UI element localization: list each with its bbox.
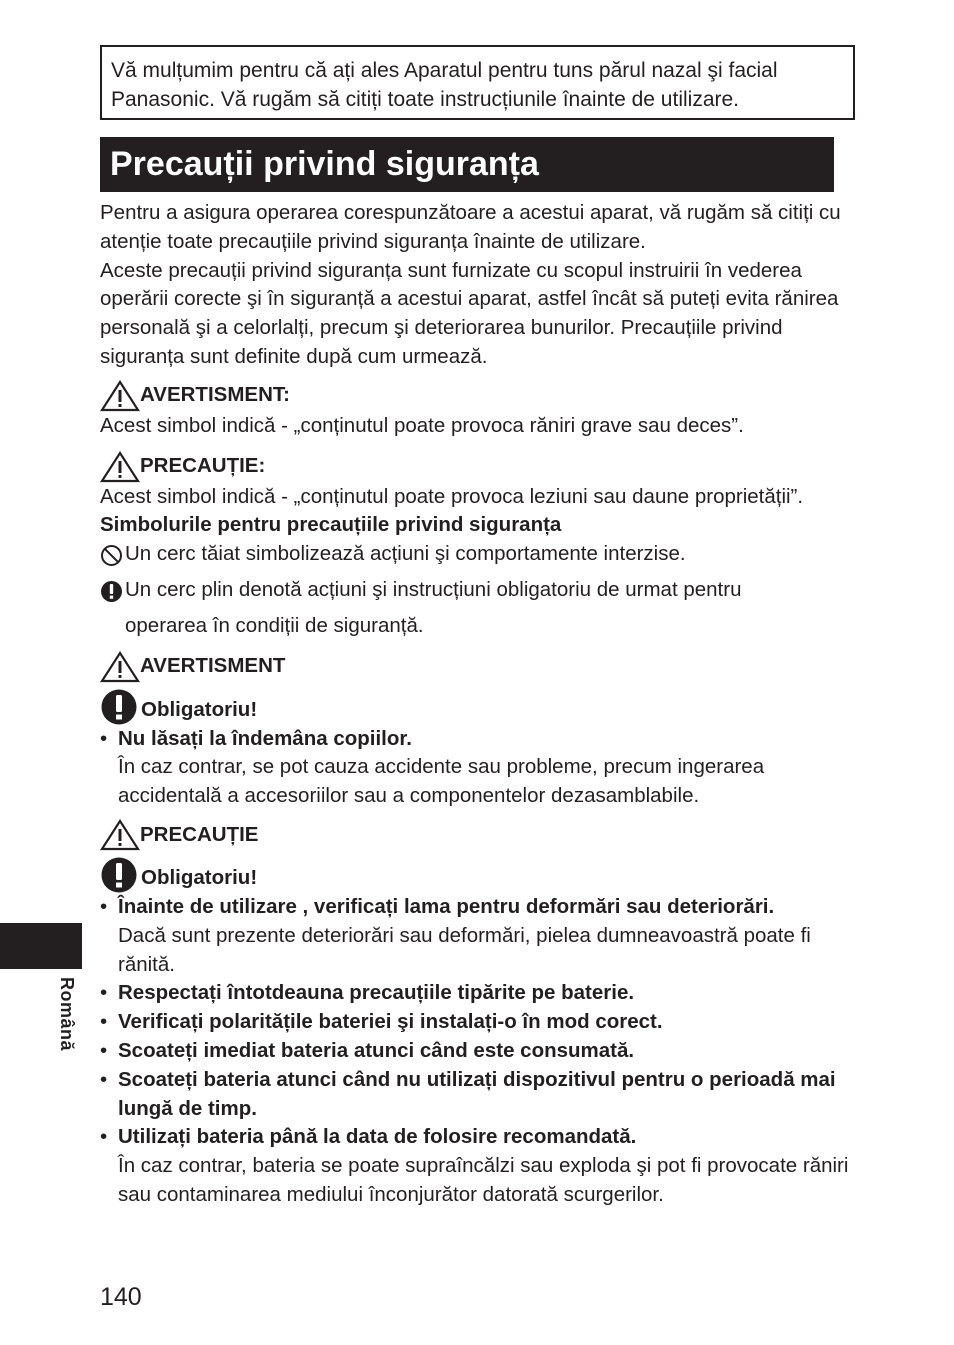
caution-item-title: Scoateți imediat bateria atunci când este consumată. [118,1038,635,1062]
caution-mandatory-header [100,857,860,893]
prohibited-text: Un cerc tăiat simbolizează acțiuni şi comportamente interzise. [125,542,686,566]
caution-section-header [100,819,860,851]
caution-section-label: PRECAUȚIE [140,822,259,846]
main-content [100,199,860,1210]
caution-triangle-icon [100,451,140,483]
bullet-glyph: • [100,1010,108,1034]
prohibited-symbol-line [100,540,860,576]
caution-definition-header [100,451,860,483]
language-side-label: Română [57,977,77,1052]
mandatory-text-line2: operarea în condiții de siguranță. [125,613,424,637]
caution-mandatory-icon [100,857,141,893]
section-title-bar [100,137,834,192]
caution-item [100,1066,860,1124]
warning-mandatory-icon [100,689,141,725]
warning-item-title: Nu lăsați la îndemâna copiilor. [118,726,412,750]
intro-paragraph-1: Pentru a asigura operarea corespunzătoare a acestui aparat, vă rugăm să citiți cu atenție toate precauțiile privind siguranța înainte de utilizare. [100,201,841,253]
intro-paragraph-2: Aceste precauții privind siguranța sunt furnizate cu scopul instruirii în vederea operării corecte şi în siguranță a acestui aparat, astfel încât să puteți evita rănirea personală şi a celorlalți, precum şi deteriorarea bunurilor. Precauțiile privind siguranța sunt definite după cum urmează. [100,258,839,368]
warning-triangle-icon [100,380,140,412]
caution-section-triangle-icon [100,819,140,851]
bullet-glyph: • [100,726,108,750]
language-tab-marker [0,923,82,969]
caution-item [100,979,860,1008]
mandatory-icon [100,576,125,612]
caution-item [100,1123,860,1209]
bullet-glyph: • [100,894,108,918]
bullet-glyph: • [100,981,108,1005]
caution-item-title: Utilizați bateria până la data de folosire recomandată. [118,1125,637,1149]
warning-section-label: AVERTISMENT [140,654,286,678]
warning-item [100,725,860,811]
caution-item-text: În caz contrar, bateria se poate supraîncălzi sau exploda şi pot fi provocate răniri sau contaminarea mediului înconjurător datorată scurgerilor. [118,1154,849,1206]
page-number: 140 [100,1283,142,1311]
warning-definition-header [100,380,860,412]
intro-box [100,45,855,120]
symbols-heading: Simbolurile pentru precauțiile privind siguranța [100,513,562,537]
bullet-glyph: • [100,1038,108,1062]
warning-definition-text: Acest simbol indică - „conținutul poate provoca răniri grave sau deces”. [100,413,744,437]
prohibited-icon [100,540,125,576]
warning-mandatory-header [100,689,860,725]
warning-item-text: În caz contrar, se pot cauza accidente sau probleme, precum ingerarea accidentală a accesoriilor sau a componentelor dezasamblabile. [118,755,765,808]
caution-item [100,1037,860,1066]
caution-mandatory-label: Obligatoriu! [141,866,258,890]
bullet-glyph: • [100,1125,108,1149]
page-title: Precauții privind siguranța [110,145,539,183]
caution-item [100,1008,860,1037]
caution-item-title: Respectați întotdeauna precauțiile tipărite pe baterie. [118,981,635,1005]
warning-section-triangle-icon [100,651,140,683]
warning-definition-label: AVERTISMENT: [140,383,290,407]
caution-item-text: Dacă sunt prezente deteriorări sau deformări, pielea dumneavoastră poate fi rănită. [118,923,811,976]
warning-mandatory-label: Obligatoriu! [141,697,258,721]
caution-definition-text: Acest simbol indică - „conținutul poate provoca leziuni sau daune proprietății”. [100,484,804,508]
caution-definition-label: PRECAUȚIE: [140,454,266,478]
caution-item [100,893,860,979]
warning-section-header [100,651,860,683]
bullet-glyph: • [100,1067,108,1091]
caution-item-title: Verificați polaritățile bateriei şi instalați-o în mod corect. [118,1010,663,1034]
intro-text: Vă mulțumim pentru că ați ales Aparatul pentru tuns părul nazal şi facial Panasonic. Vă rugăm să citiți toate instrucțiunile înainte de utilizare. [111,59,778,111]
caution-item-title: Scoateți bateria atunci când nu utilizați dispozitivul pentru o perioadă mai lungă de timp. [118,1067,836,1120]
mandatory-text-line1: Un cerc plin denotă acțiuni şi instrucțiuni obligatoriu de urmat pentru [125,577,742,601]
mandatory-symbol-line [100,576,860,612]
caution-item-title: Înainte de utilizare , verificați lama pentru deformări sau deteriorări. [118,894,775,918]
